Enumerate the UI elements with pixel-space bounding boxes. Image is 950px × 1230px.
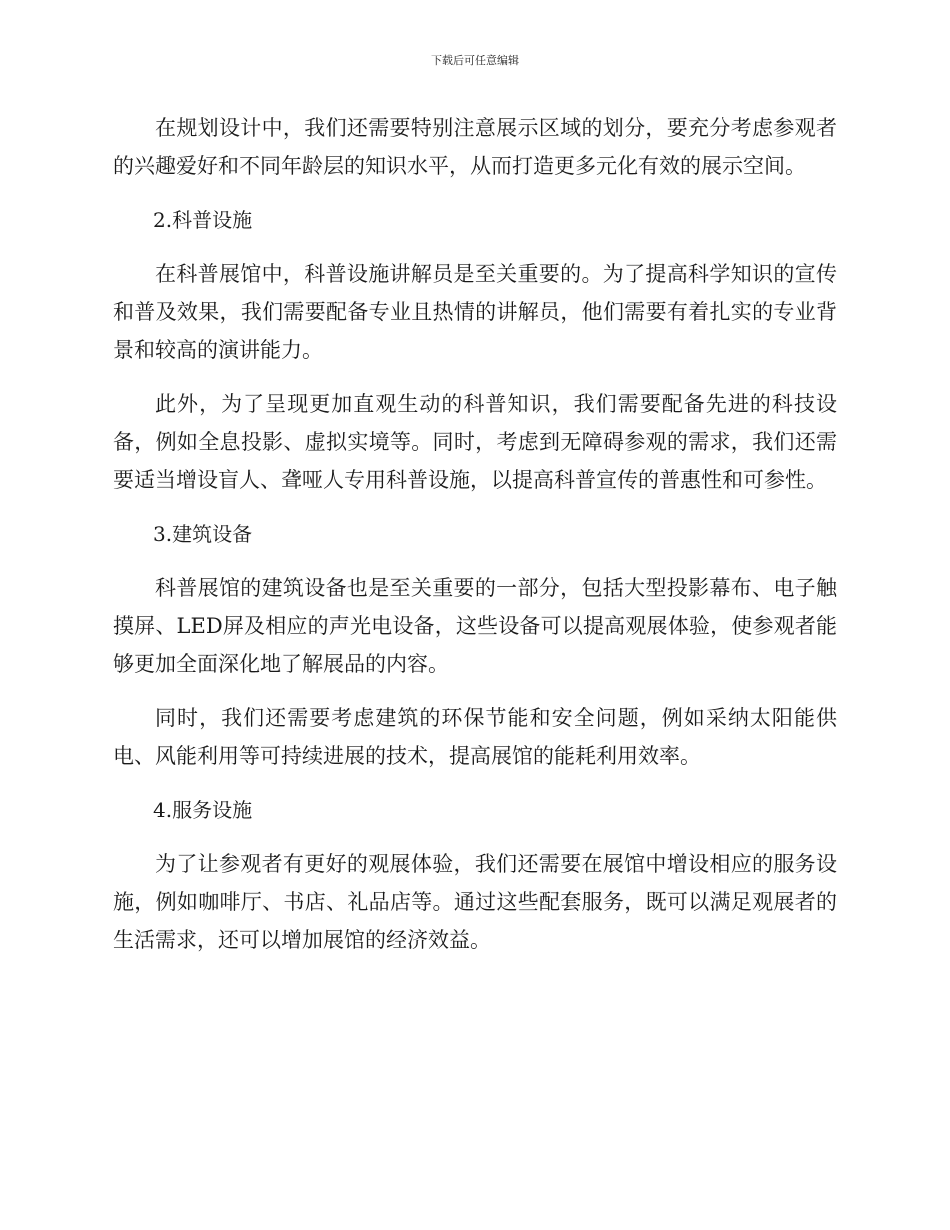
section-heading-science-facilities: 2.科普设施 bbox=[153, 208, 253, 232]
paragraph-exhibit-zoning: 在规划设计中，我们还需要特别注意展示区域的划分，要充分考虑参观者的兴趣爱好和不同年龄层的知识水平，从而打造更多元化有效的展示空间。 bbox=[113, 116, 837, 178]
paragraph-guides: 在科普展馆中，科普设施讲解员是至关重要的。为了提高科学知识的宣传和普及效果，我们需要配备专业且热情的讲解员，他们需要有着扎实的专业背景和较高的演讲能力。 bbox=[113, 262, 837, 362]
paragraph-building-equipment: 科普展馆的建筑设备也是至关重要的一部分，包括大型投影幕布、电子触摸屏、LED屏及相应的声光电设备，这些设备可以提高观展体验，使参观者能够更加全面深化地了解展品的内容。 bbox=[113, 576, 837, 676]
paragraph-tech-equipment: 此外，为了呈现更加直观生动的科普知识，我们需要配备先进的科技设备，例如全息投影、虚拟实境等。同时，考虑到无障碍参观的需求，我们还需要适当增设盲人、聋哑人专用科普设施，以提高科普宣传的普惠性和可参性。 bbox=[113, 392, 837, 492]
paragraph-service-facilities: 为了让参观者有更好的观展体验，我们还需要在展馆中增设相应的服务设施，例如咖啡厅、书店、礼品店等。通过这些配套服务，既可以满足观展者的生活需求，还可以增加展馆的经济效益。 bbox=[113, 852, 837, 952]
page-header: 下载后可任意编辑 bbox=[431, 54, 519, 67]
document-body bbox=[113, 109, 837, 959]
paragraph-energy-safety: 同时，我们还需要考虑建筑的环保节能和安全问题，例如采纳太阳能供电、风能利用等可持续进展的技术，提高展馆的能耗利用效率。 bbox=[113, 706, 837, 768]
section-heading-building-equipment: 3.建筑设备 bbox=[153, 522, 253, 546]
section-heading-service-facilities: 4.服务设施 bbox=[153, 798, 253, 822]
